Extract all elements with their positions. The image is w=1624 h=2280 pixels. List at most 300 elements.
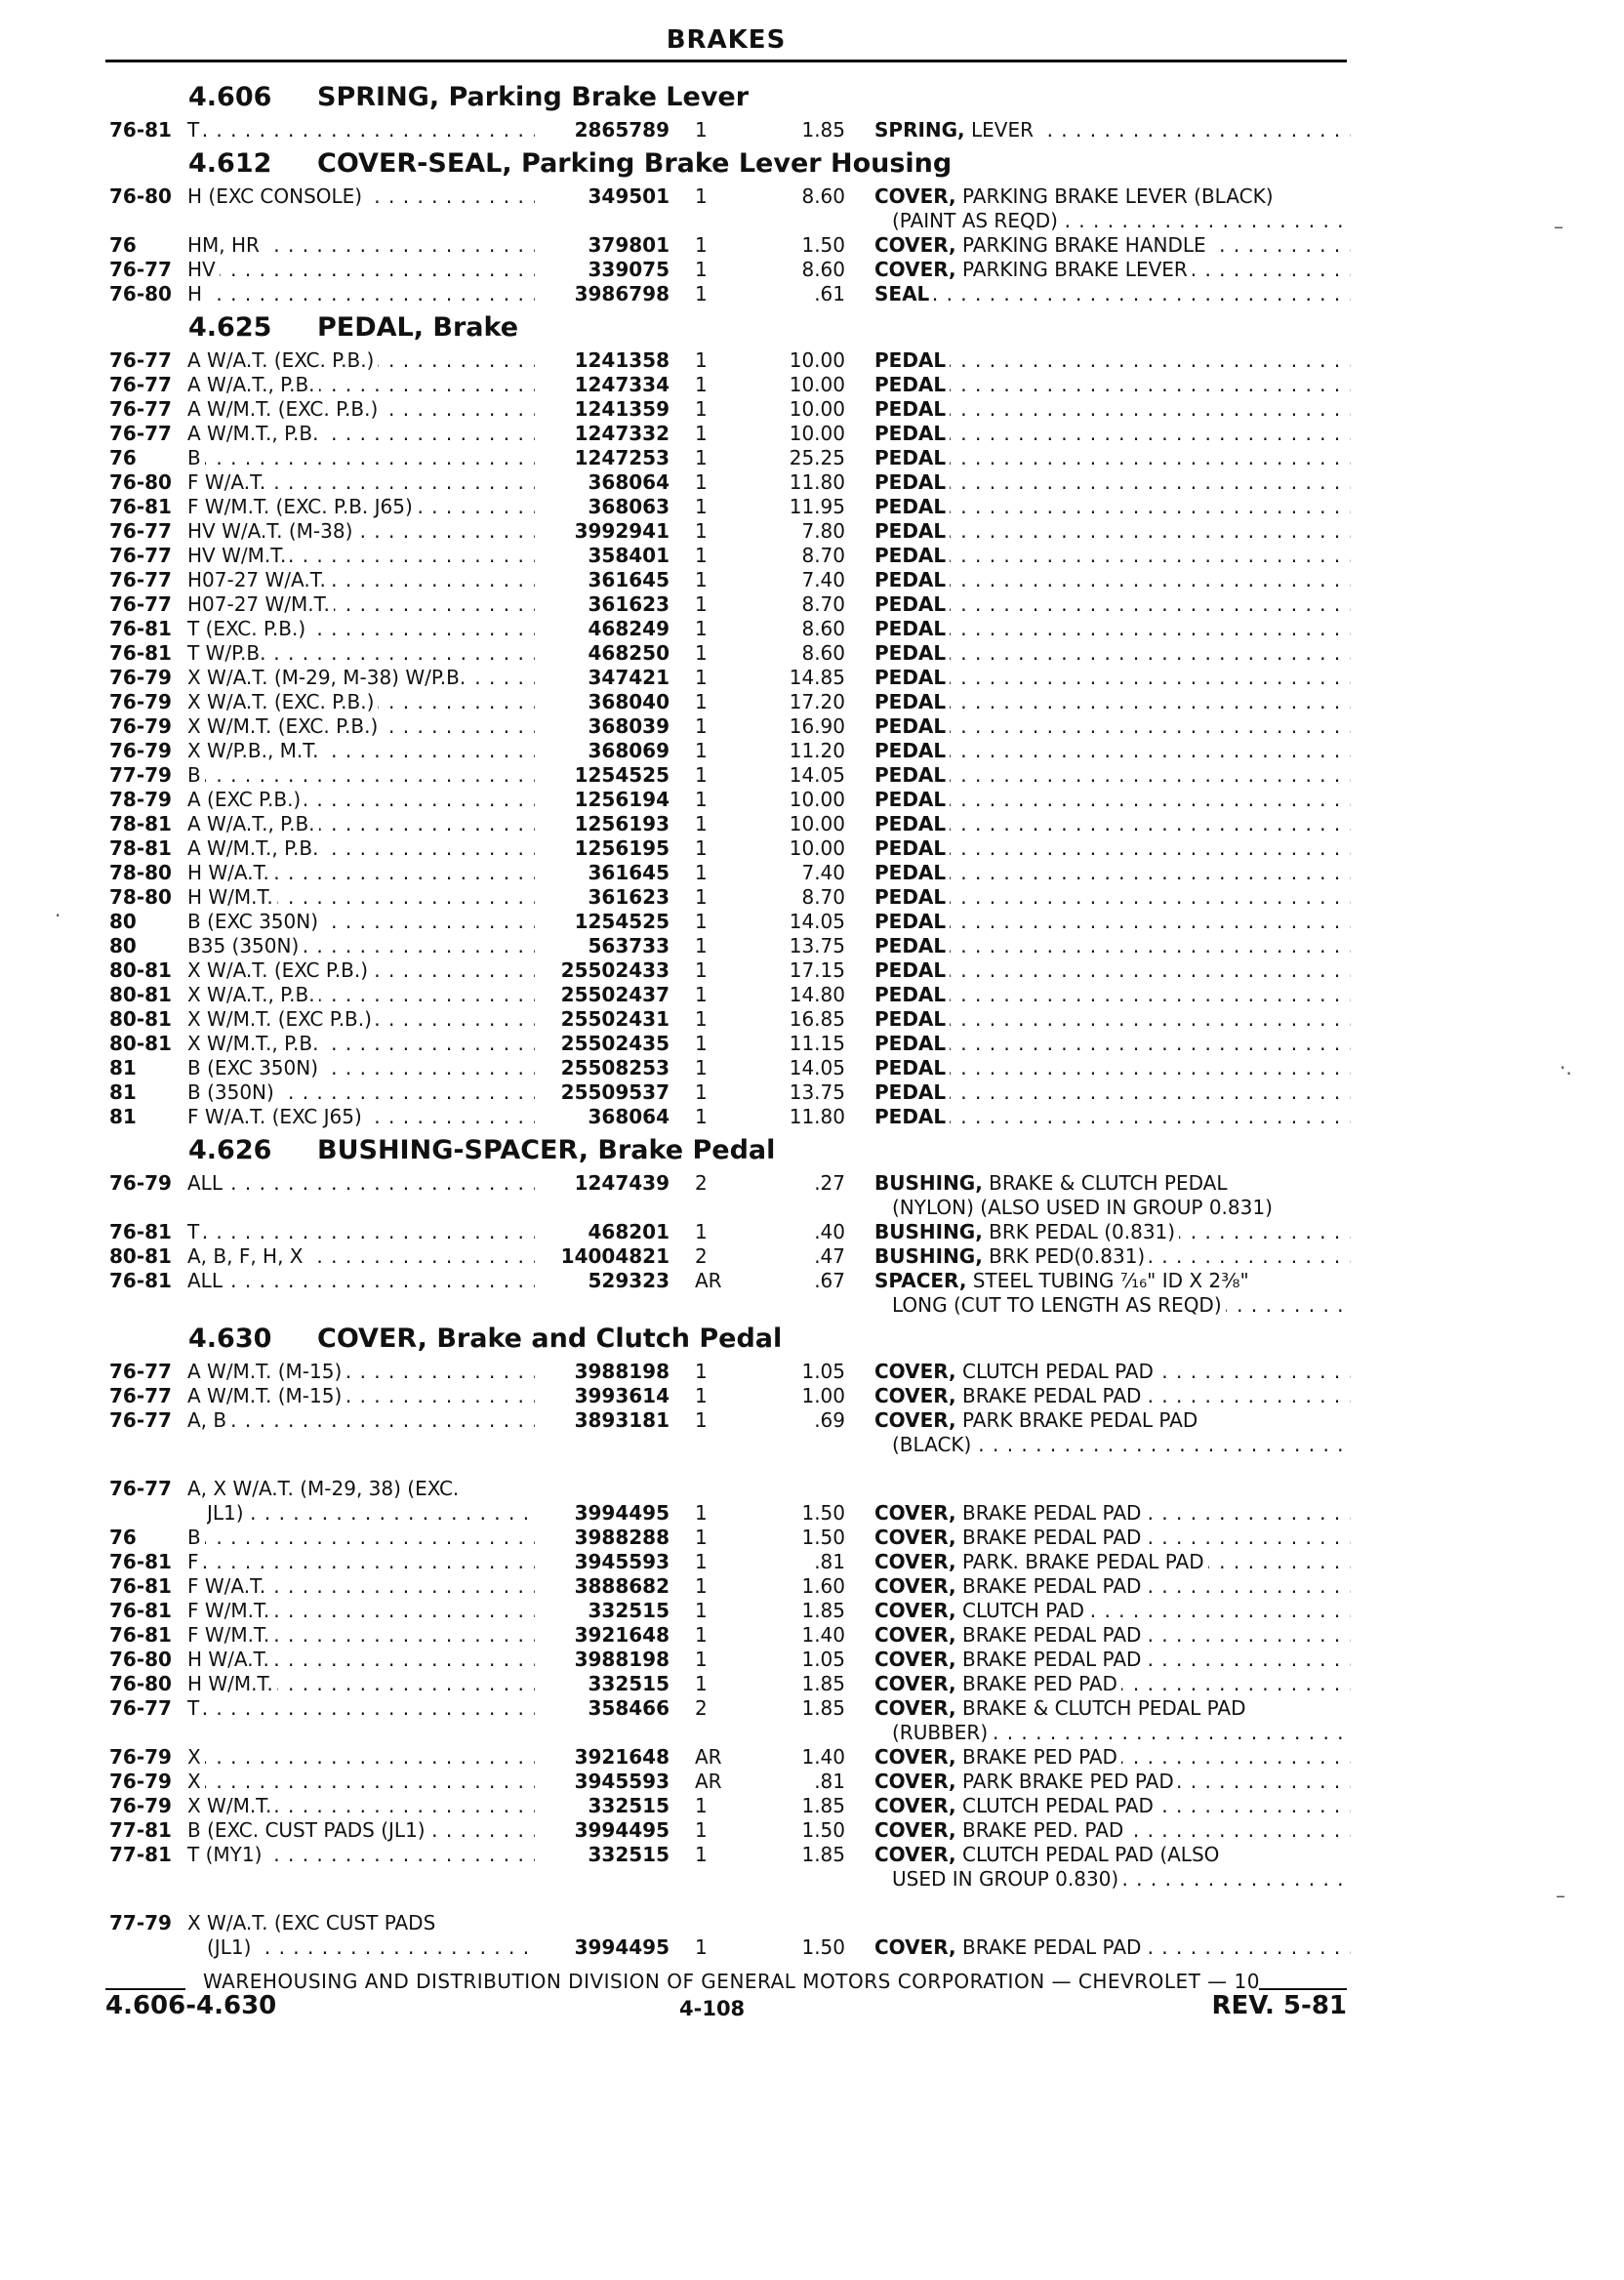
model-year: 76-79 xyxy=(109,1745,172,1769)
model-text xyxy=(187,209,191,232)
description-noun: COVER, xyxy=(874,1935,956,1959)
description-detail: CLUTCH PEDAL PAD (ALSO xyxy=(955,1843,1220,1866)
description-detail: BRAKE PED. PAD xyxy=(955,1818,1124,1842)
table-row xyxy=(0,690,1624,714)
description xyxy=(874,1220,1351,1244)
model-year: 80-81 xyxy=(109,1007,172,1031)
footer-rule-left xyxy=(105,1988,185,1990)
price: 1.85 xyxy=(801,1794,845,1817)
description-detail: BRK PED(0.831) xyxy=(982,1244,1146,1268)
quantity: 1 xyxy=(695,233,708,257)
description-text xyxy=(874,958,950,982)
description-noun: PEDAL xyxy=(874,519,947,543)
model-text: A W/M.T., P.B. xyxy=(187,422,322,445)
description xyxy=(874,812,1351,836)
description-detail: BRK PEDAL (0.831) xyxy=(982,1220,1176,1243)
model-text: A W/A.T. (EXC. P.B.) xyxy=(187,348,378,372)
price: 1.50 xyxy=(801,1818,845,1842)
quantity: 1 xyxy=(695,788,708,811)
description-detail: (NYLON) (ALSO USED IN GROUP 0.831) xyxy=(892,1196,1273,1219)
quantity: 1 xyxy=(695,763,708,787)
model-year: 78-81 xyxy=(109,812,172,835)
description-text xyxy=(874,617,950,640)
description-text xyxy=(874,812,950,835)
description-text xyxy=(874,1408,1201,1432)
table-row xyxy=(0,1032,1624,1056)
quantity: 1 xyxy=(695,592,708,616)
table-row xyxy=(0,592,1624,617)
part-number: 1247439 xyxy=(574,1171,670,1195)
description-noun: COVER, xyxy=(874,1843,956,1866)
description-noun: COVER, xyxy=(874,1648,956,1671)
model-application xyxy=(187,184,535,209)
description-text xyxy=(874,1672,1121,1695)
table-row xyxy=(0,836,1624,861)
quantity: 1 xyxy=(695,836,708,860)
table-row xyxy=(0,885,1624,910)
table-row xyxy=(0,617,1624,641)
description-detail: USED IN GROUP 0.830) xyxy=(892,1867,1119,1891)
model-text: X xyxy=(187,1770,205,1793)
model-application xyxy=(187,1843,535,1867)
model-year: 78-80 xyxy=(109,885,172,909)
table-row xyxy=(0,1770,1624,1794)
section-title: COVER, Brake and Clutch Pedal xyxy=(317,1323,783,1354)
model-application xyxy=(187,1770,535,1794)
quantity: 1 xyxy=(695,184,708,208)
quantity: 1 xyxy=(695,1384,708,1407)
description-text xyxy=(874,1056,950,1079)
model-year: 76-81 xyxy=(109,118,172,142)
price: 10.00 xyxy=(789,836,845,860)
model-text: H W/A.T. xyxy=(187,861,273,884)
model-text: A W/A.T., P.B. xyxy=(187,812,319,835)
part-number: 468250 xyxy=(588,641,670,665)
part-number: 368063 xyxy=(588,495,670,518)
table-row xyxy=(0,934,1624,958)
model-text: HV W/A.T. (M-38) xyxy=(187,519,356,543)
quantity: 1 xyxy=(695,446,708,469)
part-number: 3988288 xyxy=(574,1526,670,1549)
model-year: 76-81 xyxy=(109,617,172,640)
model-year: 76-77 xyxy=(109,1408,172,1432)
price: 1.85 xyxy=(801,118,845,142)
quantity: 1 xyxy=(695,348,708,372)
description-text xyxy=(874,1745,1121,1769)
description-detail: PARK. BRAKE PEDAL PAD xyxy=(955,1550,1204,1573)
description-text xyxy=(874,1696,1250,1720)
part-number: 361623 xyxy=(588,885,670,909)
description-text xyxy=(874,983,950,1006)
description-detail: PARKING BRAKE LEVER (BLACK) xyxy=(955,184,1274,208)
model-text: X W/A.T., P.B. xyxy=(187,983,319,1006)
part-number: 25502437 xyxy=(560,983,670,1006)
description-text xyxy=(874,470,950,494)
description-text xyxy=(874,885,950,909)
description-text xyxy=(874,1623,1145,1647)
model-year: 76-80 xyxy=(109,1672,172,1695)
model-text: T (MY1) xyxy=(187,1843,265,1866)
part-number: 1247253 xyxy=(574,446,670,469)
model-text: B xyxy=(187,1526,205,1549)
model-text: F W/A.T. xyxy=(187,1574,269,1598)
part-number: 361623 xyxy=(588,592,670,616)
model-text xyxy=(187,1433,191,1456)
description xyxy=(874,1935,1351,1960)
description xyxy=(874,118,1351,142)
table-row xyxy=(0,1794,1624,1818)
model-year: 76 xyxy=(109,233,137,257)
part-number: 1256194 xyxy=(574,788,670,811)
description-text xyxy=(874,1171,1231,1195)
description xyxy=(874,1550,1351,1574)
description-noun: COVER, xyxy=(874,1818,956,1842)
model-application xyxy=(187,209,535,233)
part-number: 347421 xyxy=(588,666,670,689)
description xyxy=(874,934,1351,958)
model-text: B (350N) xyxy=(187,1080,278,1104)
price: 14.05 xyxy=(789,763,845,787)
table-row xyxy=(0,1623,1624,1648)
section-title: PEDAL, Brake xyxy=(317,312,519,343)
description-noun: SEAL xyxy=(874,282,930,305)
model-text: A W/M.T. (M-15) xyxy=(187,1384,345,1407)
description-noun: COVER, xyxy=(874,233,956,257)
quantity: 1 xyxy=(695,1360,708,1383)
table-row xyxy=(0,1574,1624,1599)
quantity: 1 xyxy=(695,958,708,982)
description-text xyxy=(892,1196,1277,1219)
section-title: SPRING, Parking Brake Lever xyxy=(317,82,750,112)
table-row xyxy=(0,422,1624,446)
table-row xyxy=(0,1696,1624,1721)
description-text xyxy=(874,1105,950,1128)
description-detail: BRAKE & CLUTCH PEDAL PAD xyxy=(955,1696,1246,1720)
model-text: A W/A.T., P.B. xyxy=(187,373,319,396)
description-noun: BUSHING, xyxy=(874,1244,983,1268)
model-text: A, B, F, H, X xyxy=(187,1244,307,1268)
model-application xyxy=(187,714,535,739)
description xyxy=(874,233,1351,258)
model-text: H W/M.T. xyxy=(187,1672,277,1695)
description-detail: CLUTCH PEDAL PAD xyxy=(955,1794,1154,1817)
part-number: 3994495 xyxy=(574,1501,670,1525)
description xyxy=(874,1244,1351,1269)
description xyxy=(874,592,1351,617)
description-noun: PEDAL xyxy=(874,1105,947,1128)
description xyxy=(874,1477,1351,1501)
description-text xyxy=(874,1080,950,1104)
model-year: 76-80 xyxy=(109,470,172,494)
description xyxy=(874,1818,1351,1843)
model-application xyxy=(187,1745,535,1770)
part-number: 25502433 xyxy=(560,958,670,982)
description xyxy=(874,1599,1351,1623)
part-number: 368039 xyxy=(588,714,670,738)
quantity: AR xyxy=(695,1770,722,1793)
description-text xyxy=(874,373,950,396)
model-text: X xyxy=(187,1745,205,1769)
price: 1.50 xyxy=(801,1935,845,1959)
quantity: 1 xyxy=(695,495,708,518)
description xyxy=(874,1384,1351,1408)
description-noun: COVER, xyxy=(874,1770,956,1793)
description-noun: PEDAL xyxy=(874,983,947,1006)
model-text: F W/M.T. xyxy=(187,1599,273,1622)
description xyxy=(874,885,1351,910)
quantity: 1 xyxy=(695,617,708,640)
part-number: 361645 xyxy=(588,861,670,884)
model-year: 81 xyxy=(109,1105,137,1128)
description-noun: PEDAL xyxy=(874,934,947,957)
model-text: A W/M.T. (M-15) xyxy=(187,1360,345,1383)
model-text: H W/M.T. xyxy=(187,885,277,909)
model-application xyxy=(187,1818,535,1843)
model-year: 76-79 xyxy=(109,739,172,762)
model-text: H07-27 W/A.T. xyxy=(187,568,330,591)
description xyxy=(892,209,1351,233)
table-row xyxy=(0,1501,1624,1526)
description xyxy=(874,641,1351,666)
description xyxy=(874,397,1351,422)
model-text: F W/A.T. (EXC J65) xyxy=(187,1105,366,1128)
scan-mark: ·. xyxy=(1560,1056,1572,1079)
table-row xyxy=(0,763,1624,788)
description xyxy=(874,666,1351,690)
quantity: 1 xyxy=(695,258,708,281)
description xyxy=(874,1269,1351,1293)
description xyxy=(874,1672,1351,1696)
model-application xyxy=(187,446,535,470)
part-number: 1247334 xyxy=(574,373,670,396)
model-application xyxy=(187,1056,535,1080)
description xyxy=(874,519,1351,544)
table-row xyxy=(0,282,1624,306)
price: 1.85 xyxy=(801,1696,845,1720)
description xyxy=(874,1623,1351,1648)
table-row xyxy=(0,958,1624,983)
model-application xyxy=(187,118,535,142)
model-application xyxy=(187,885,535,910)
footer-revision: REV. 5-81 xyxy=(1211,1991,1347,2020)
description-detail: (RUBBER) xyxy=(892,1721,989,1744)
description xyxy=(874,1843,1351,1867)
price: .81 xyxy=(814,1770,845,1793)
model-application xyxy=(187,861,535,885)
table-row xyxy=(0,983,1624,1007)
description-text xyxy=(874,836,950,860)
description xyxy=(874,1105,1351,1129)
description-text xyxy=(874,739,950,762)
description-text xyxy=(874,348,950,372)
model-application xyxy=(187,690,535,714)
quantity: AR xyxy=(695,1269,722,1292)
model-application xyxy=(187,910,535,934)
table-row xyxy=(0,544,1624,568)
part-number: 3921648 xyxy=(574,1623,670,1647)
model-application xyxy=(187,666,535,690)
part-number: 1256195 xyxy=(574,836,670,860)
section-title: COVER-SEAL, Parking Brake Lever Housing xyxy=(317,148,953,179)
price: .47 xyxy=(814,1244,845,1268)
quantity: 2 xyxy=(695,1696,708,1720)
description xyxy=(874,714,1351,739)
description xyxy=(874,1360,1351,1384)
model-text: X W/M.T. xyxy=(187,1794,275,1817)
description xyxy=(874,1648,1351,1672)
table-row xyxy=(0,1672,1624,1696)
price: 7.40 xyxy=(801,568,845,591)
description-noun: COVER, xyxy=(874,1794,956,1817)
section-number: 4.625 xyxy=(188,312,272,343)
model-application xyxy=(187,1911,535,1935)
table-row xyxy=(0,470,1624,495)
section-heading xyxy=(0,312,1624,348)
description-noun: COVER, xyxy=(874,1526,956,1549)
part-number: 468249 xyxy=(588,617,670,640)
price: 14.05 xyxy=(789,910,845,933)
description-text xyxy=(874,714,950,738)
model-year: 76-79 xyxy=(109,1794,172,1817)
table-row xyxy=(0,666,1624,690)
part-number: 3988198 xyxy=(574,1360,670,1383)
price: 8.60 xyxy=(801,617,845,640)
model-application xyxy=(187,1477,535,1501)
description xyxy=(874,910,1351,934)
description xyxy=(874,258,1351,282)
description-text xyxy=(874,1477,878,1500)
model-application xyxy=(187,258,535,282)
model-year: 77-81 xyxy=(109,1818,172,1842)
part-number: 3988198 xyxy=(574,1648,670,1671)
part-number: 368064 xyxy=(588,470,670,494)
price: 1.50 xyxy=(801,1501,845,1525)
model-text: A W/M.T., P.B. xyxy=(187,836,322,860)
model-application xyxy=(187,1867,535,1892)
model-application xyxy=(187,1408,535,1433)
price: 7.40 xyxy=(801,861,845,884)
description-text xyxy=(874,1794,1157,1817)
price: 14.85 xyxy=(789,666,845,689)
description-text xyxy=(874,1269,1253,1292)
description-noun: PEDAL xyxy=(874,470,947,494)
price: 11.20 xyxy=(789,739,845,762)
description-text xyxy=(874,910,950,933)
description-noun: PEDAL xyxy=(874,1032,947,1055)
model-year: 76-77 xyxy=(109,373,172,396)
model-text: F xyxy=(187,1550,203,1573)
part-number: 368069 xyxy=(588,739,670,762)
description xyxy=(874,1408,1351,1433)
table-row xyxy=(0,1599,1624,1623)
price: 10.00 xyxy=(789,373,845,396)
model-text: ALL xyxy=(187,1269,226,1292)
footer-page-number: 4-108 xyxy=(679,1997,746,2020)
description-noun: PEDAL xyxy=(874,348,947,372)
model-year: 76-77 xyxy=(109,1360,172,1383)
price: 11.15 xyxy=(789,1032,845,1055)
model-application xyxy=(187,617,535,641)
table-row xyxy=(0,568,1624,592)
model-year: 76-77 xyxy=(109,1696,172,1720)
price: 8.60 xyxy=(801,184,845,208)
quantity: 1 xyxy=(695,1501,708,1525)
table-row xyxy=(0,184,1624,209)
quantity: 1 xyxy=(695,1574,708,1598)
model-year: 76-81 xyxy=(109,1623,172,1647)
description xyxy=(874,983,1351,1007)
description-text xyxy=(892,209,1062,232)
description-noun: PEDAL xyxy=(874,690,947,713)
model-text: A (EXC P.B.) xyxy=(187,788,304,811)
table-row xyxy=(0,1244,1624,1269)
description-detail: PARK BRAKE PED PAD xyxy=(955,1770,1174,1793)
description xyxy=(874,348,1351,373)
quantity: 1 xyxy=(695,544,708,567)
table-row xyxy=(0,1433,1624,1457)
model-year: 80-81 xyxy=(109,1032,172,1055)
model-application xyxy=(187,470,535,495)
description-text xyxy=(874,118,1037,142)
price: 8.70 xyxy=(801,544,845,567)
description xyxy=(874,861,1351,885)
description-noun: PEDAL xyxy=(874,397,947,421)
description-text xyxy=(874,495,950,518)
description xyxy=(874,1080,1351,1105)
description-text xyxy=(874,568,950,591)
section-number: 4.630 xyxy=(188,1323,272,1354)
part-number: 14004821 xyxy=(560,1244,670,1268)
model-text: F W/A.T. xyxy=(187,470,269,494)
model-year: 76-79 xyxy=(109,1770,172,1793)
quantity: 1 xyxy=(695,1550,708,1573)
model-year: 76 xyxy=(109,446,137,469)
description-noun: PEDAL xyxy=(874,568,947,591)
price: .69 xyxy=(814,1408,845,1432)
description xyxy=(874,1007,1351,1032)
model-application xyxy=(187,812,535,836)
quantity: 1 xyxy=(695,739,708,762)
table-row xyxy=(0,519,1624,544)
description-detail: (PAINT AS REQD) xyxy=(892,209,1058,232)
description xyxy=(874,282,1351,306)
price: 1.05 xyxy=(801,1648,845,1671)
description-noun: COVER, xyxy=(874,1696,956,1720)
model-application xyxy=(187,495,535,519)
part-number: 332515 xyxy=(588,1843,670,1866)
quantity: 1 xyxy=(695,666,708,689)
description-noun: PEDAL xyxy=(874,958,947,982)
model-text: X W/A.T. (M-29, M-38) W/P.B. xyxy=(187,666,469,689)
parts-list xyxy=(0,82,1624,1960)
part-number: 1254525 xyxy=(574,763,670,787)
description-noun: COVER, xyxy=(874,1550,956,1573)
description-noun: PEDAL xyxy=(874,446,947,469)
section-heading xyxy=(0,148,1624,184)
price: .40 xyxy=(814,1220,845,1243)
footer-organization: WAREHOUSING AND DISTRIBUTION DIVISION OF GENERAL MOTORS CORPORATION — CHEVROLET — 10 xyxy=(203,1970,1260,1993)
model-year: 81 xyxy=(109,1056,137,1079)
description xyxy=(874,1770,1351,1794)
table-row xyxy=(0,258,1624,282)
part-number: 3945593 xyxy=(574,1770,670,1793)
section-number: 4.606 xyxy=(188,82,272,112)
description xyxy=(874,1745,1351,1770)
model-text: A, X W/A.T. (M-29, 38) (EXC. xyxy=(187,1477,463,1500)
model-text: T xyxy=(187,118,203,142)
table-row xyxy=(0,812,1624,836)
model-year: 76-80 xyxy=(109,1648,172,1671)
